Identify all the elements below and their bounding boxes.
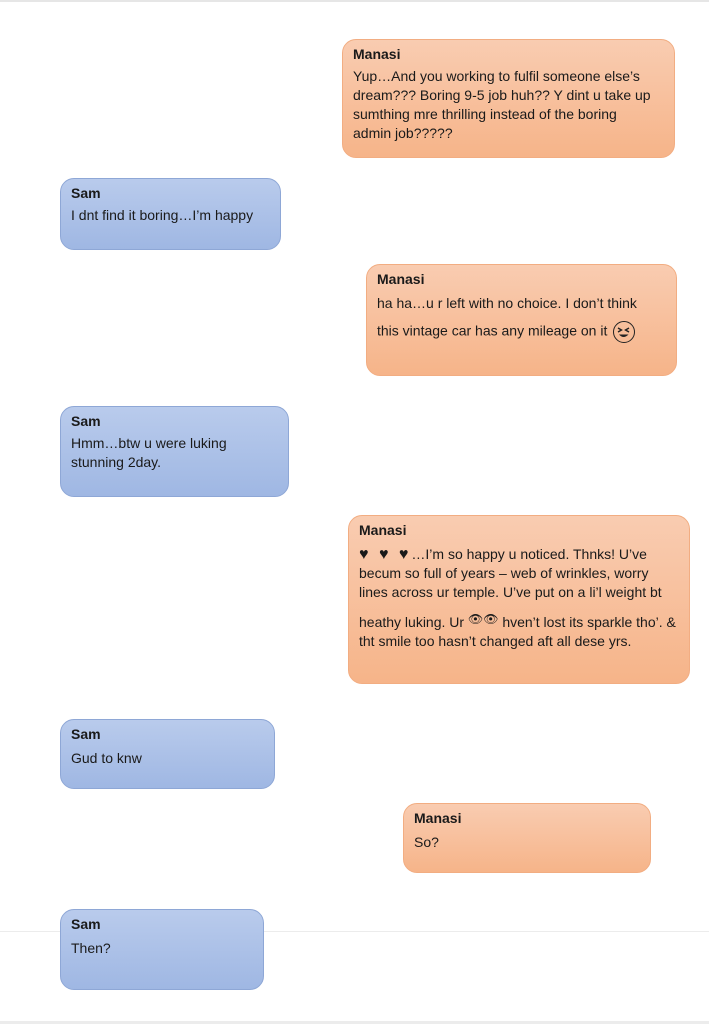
eyes-icon: 👁👁 xyxy=(467,612,499,626)
sender-name: Sam xyxy=(71,185,101,201)
message-line: sumthing mre thrilling instead of the boring xyxy=(353,106,617,122)
message-line: Gud to knw xyxy=(71,750,142,766)
message-line: Then? xyxy=(71,940,111,956)
message-text xyxy=(71,939,253,958)
message-line xyxy=(359,545,679,564)
message-line: admin job????? xyxy=(353,125,453,141)
sender-name: Manasi xyxy=(359,522,407,538)
message-bubble-sam[interactable] xyxy=(60,909,264,990)
message-text xyxy=(71,206,270,225)
sender-name: Sam xyxy=(71,726,101,742)
message-line xyxy=(359,610,679,632)
message-line: tht smile too hasn’t changed aft all dese yrs. xyxy=(359,633,632,649)
sender-name: Manasi xyxy=(353,46,401,62)
message-line: Hmm…btw u were luking xyxy=(71,435,227,451)
heart-icons: ♥ ♥ ♥ xyxy=(359,546,412,563)
message-text xyxy=(414,833,640,852)
message-text xyxy=(71,749,264,768)
message-text xyxy=(71,434,278,472)
sender-name: Sam xyxy=(71,916,101,932)
message-bubble-manasi[interactable] xyxy=(403,803,651,873)
message-bubble-sam[interactable] xyxy=(60,406,289,497)
message-line: ha ha…u r left with no choice. I don’t think xyxy=(377,295,637,311)
message-text xyxy=(359,545,679,651)
message-line: becum so full of years – web of wrinkles, worry xyxy=(359,565,649,581)
message-line-text: hven’t lost its sparkle tho’. & xyxy=(502,614,676,630)
message-line-text: this vintage car has any mileage on it xyxy=(377,322,608,339)
sender-name: Sam xyxy=(71,413,101,429)
sender-name: Manasi xyxy=(414,810,462,826)
message-line: So? xyxy=(414,834,439,850)
message-bubble-manasi[interactable] xyxy=(366,264,677,376)
message-line: Yup…And you working to fulfil someone else’s xyxy=(353,68,640,84)
message-line-text: …I’m so happy u noticed. Thnks! U’ve xyxy=(411,546,647,562)
message-bubble-sam[interactable] xyxy=(60,719,275,789)
message-line xyxy=(377,321,666,343)
sender-name: Manasi xyxy=(377,271,425,287)
top-divider xyxy=(0,0,709,2)
message-line: stunning 2day. xyxy=(71,454,162,470)
message-text xyxy=(377,294,666,343)
message-bubble-manasi[interactable] xyxy=(342,39,675,158)
message-line: lines across ur temple. U’ve put on a li’l weight bt xyxy=(359,584,662,600)
message-bubble-sam[interactable] xyxy=(60,178,281,250)
message-line-text: heathy luking. Ur xyxy=(359,614,465,630)
message-line: dream??? Boring 9-5 job huh?? Y dint u take up xyxy=(353,87,651,103)
laughing-face-icon xyxy=(613,321,635,343)
message-bubble-manasi[interactable] xyxy=(348,515,690,684)
message-text xyxy=(353,67,664,143)
message-line: I dnt find it boring…I’m happy xyxy=(71,207,254,223)
